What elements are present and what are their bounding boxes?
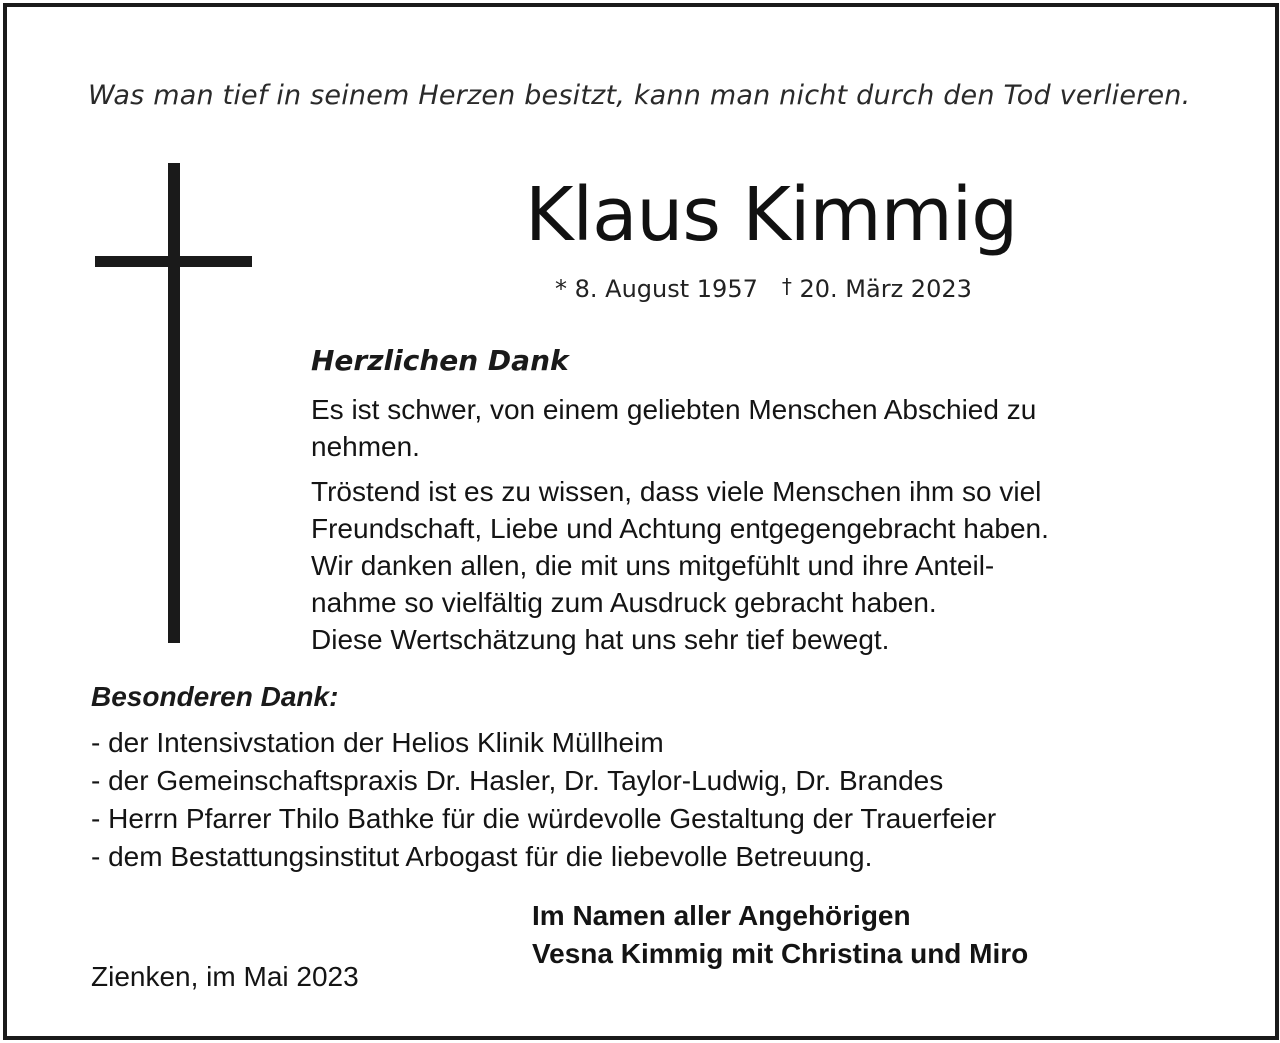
deceased-name: Klaus Kimmig <box>525 172 1018 258</box>
cross-vertical-bar <box>168 163 180 643</box>
paragraph-line: Tröstend ist es zu wissen, dass viele Menschen ihm so viel <box>311 476 1042 507</box>
special-thanks-heading: Besonderen Dank: <box>91 681 339 712</box>
paragraph-line: Wir danken allen, die mit uns mitgefühlt und ihre Anteil- <box>311 550 995 581</box>
death-date: 20. März 2023 <box>799 275 972 303</box>
place-date: Zienken, im Mai 2023 <box>91 961 359 992</box>
signature-block <box>532 897 1028 973</box>
birth-date: * 8. August 1957 <box>555 275 758 303</box>
list-item: - dem Bestattungsinstitut Arbogast für die liebevolle Betreuung. <box>91 841 873 872</box>
motto-quote: Was man tief in seinem Herzen besitzt, kann man nicht durch den Tod verlieren. <box>88 80 1191 111</box>
paragraph-line: Es ist schwer, von einem geliebten Menschen Abschied zu <box>311 394 1037 425</box>
list-item: - der Gemeinschaftspraxis Dr. Hasler, Dr. Taylor-Ludwig, Dr. Brandes <box>91 765 944 796</box>
life-dates <box>555 274 972 303</box>
signature-line-1: Im Namen aller Angehörigen <box>532 900 911 931</box>
signature-line-2: Vesna Kimmig mit Christina und Miro <box>532 938 1029 969</box>
thanks-paragraph-2 <box>311 473 1049 658</box>
paragraph-line: Diese Wertschätzung hat uns sehr tief bewegt. <box>311 624 890 655</box>
paragraph-line: Freundschaft, Liebe und Achtung entgegengebracht haben. <box>311 513 1049 544</box>
special-thanks-list <box>91 724 996 876</box>
paragraph-line: nahme so vielfältig zum Ausdruck gebracht haben. <box>311 587 937 618</box>
list-item: - Herrn Pfarrer Thilo Bathke für die würdevolle Gestaltung der Trauerfeier <box>91 803 997 834</box>
list-item: - der Intensivstation der Helios Klinik Müllheim <box>91 727 664 758</box>
paragraph-line: nehmen. <box>311 431 420 462</box>
cross-horizontal-bar <box>95 256 252 267</box>
thanks-heading: Herzlichen Dank <box>311 344 569 377</box>
dagger-icon: † <box>781 274 792 298</box>
thanks-paragraph-1 <box>311 391 1036 465</box>
